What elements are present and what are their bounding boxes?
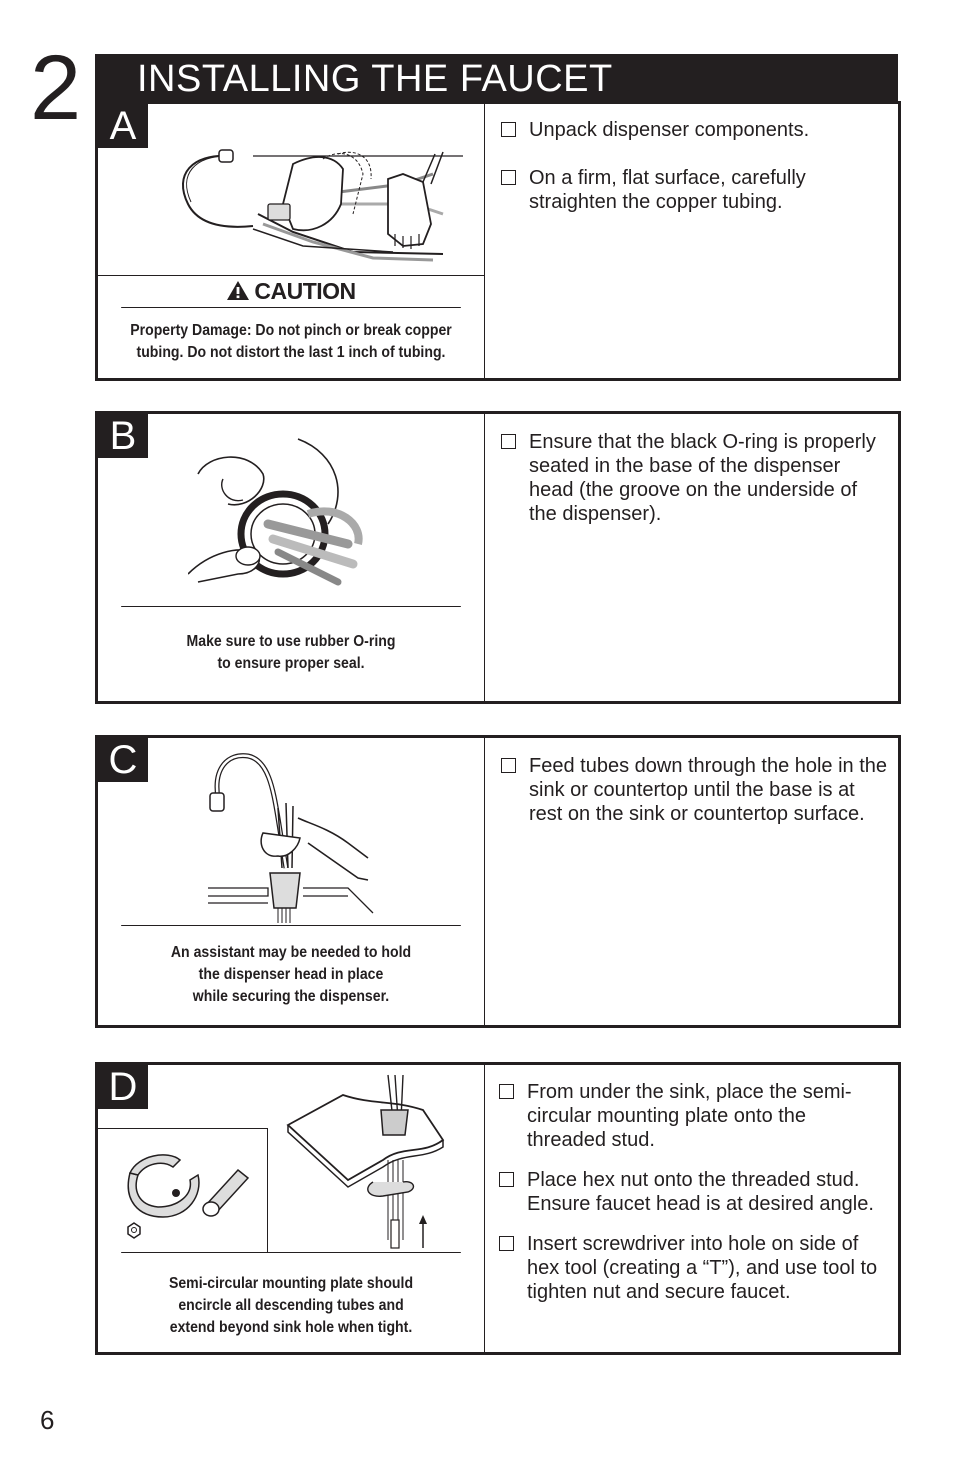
- panel-c-illustration-area: [98, 738, 485, 1025]
- note-line: the dispenser head in place: [198, 966, 384, 983]
- panel-b-instructions: [501, 414, 888, 526]
- caution-label: CAUTION: [254, 278, 356, 304]
- warning-icon: [226, 280, 250, 301]
- checklist-item[interactable]: [501, 754, 888, 826]
- panel-d: [95, 1062, 901, 1355]
- step-number: 2: [30, 37, 82, 139]
- page-title: INSTALLING THE FAUCET: [137, 58, 613, 100]
- instruction-text: Place hex nut onto the threaded stud. Ensure faucet head is at desired angle.: [527, 1169, 874, 1215]
- mounting-plate-note: [121, 1252, 461, 1350]
- panel-letter: D: [98, 1065, 148, 1109]
- checkbox-icon[interactable]: [501, 122, 516, 137]
- under-sink-install-illustration: [283, 1070, 458, 1250]
- note-line: An assistant may be needed to hold: [170, 944, 412, 961]
- note-line: encircle all descending tubes and: [178, 1297, 404, 1314]
- panel-a-instructions: [501, 104, 888, 214]
- note-line: Make sure to use rubber O-ring: [186, 633, 396, 650]
- checklist-item[interactable]: [501, 118, 888, 142]
- checklist-item[interactable]: [501, 166, 888, 214]
- instruction-text: From under the sink, place the semi-circular mounting plate onto the threaded stud.: [527, 1081, 852, 1151]
- panel-letter: A: [98, 104, 148, 148]
- checkbox-icon[interactable]: [499, 1236, 514, 1251]
- caution-header: [98, 275, 484, 308]
- o-ring-illustration: [188, 434, 388, 594]
- feed-tubes-illustration: [208, 748, 378, 923]
- assistant-note: [121, 925, 461, 1023]
- note-line: Semi-circular mounting plate should: [168, 1275, 414, 1292]
- instruction-text: Ensure that the black O-ring is properly seated in the base of the dispenser head (the groove on the underside of the dispenser).: [529, 431, 876, 525]
- caution-text: Do not pinch or break copper tubing. Do not distort the last 1 inch of tubing.: [136, 322, 452, 361]
- section-title-bar: [95, 54, 898, 102]
- checkbox-icon[interactable]: [499, 1084, 514, 1099]
- panel-c-instructions: [501, 738, 888, 826]
- instruction-text: Feed tubes down through the hole in the sink or countertop until the base is at rest on the sink or countertop surface.: [529, 755, 888, 825]
- mounting-plate-parts-illustration: [118, 1145, 258, 1245]
- panel-a: [95, 101, 901, 381]
- instruction-text: On a firm, flat surface, carefully straighten the copper tubing.: [529, 167, 806, 213]
- note-line: while securing the dispenser.: [192, 988, 390, 1005]
- straighten-tubing-illustration: [173, 134, 463, 264]
- panel-d-illustration-area: [98, 1065, 485, 1352]
- panel-a-illustration-area: [98, 104, 485, 378]
- checkbox-icon[interactable]: [501, 758, 516, 773]
- inset-border-top: [98, 1128, 268, 1129]
- checkbox-icon[interactable]: [501, 170, 516, 185]
- panel-letter: C: [98, 738, 148, 782]
- o-ring-note: [121, 606, 461, 699]
- caution-note: [121, 307, 461, 376]
- checklist-item[interactable]: [501, 430, 888, 526]
- checkbox-icon[interactable]: [499, 1172, 514, 1187]
- instruction-text: Unpack dispenser components.: [529, 119, 810, 141]
- caution-bold-lead: Property Damage:: [130, 322, 252, 339]
- note-line: extend beyond sink hole when tight.: [169, 1319, 413, 1336]
- panel-b: [95, 411, 901, 704]
- panel-letter: B: [98, 414, 148, 458]
- panel-d-instructions: [499, 1065, 888, 1304]
- inset-border-right: [267, 1128, 268, 1252]
- checklist-item[interactable]: [499, 1168, 888, 1216]
- panel-b-illustration-area: [98, 414, 485, 701]
- checklist-item[interactable]: [499, 1232, 888, 1304]
- page-number: 6: [40, 1405, 55, 1435]
- instruction-text: Insert screwdriver into hole on side of hex tool (creating a “T”), and use tool to tighten nut and secure faucet.: [527, 1233, 878, 1303]
- checkbox-icon[interactable]: [501, 434, 516, 449]
- panel-c: [95, 735, 901, 1028]
- checklist-item[interactable]: [499, 1080, 888, 1152]
- note-line: to ensure proper seal.: [217, 655, 365, 672]
